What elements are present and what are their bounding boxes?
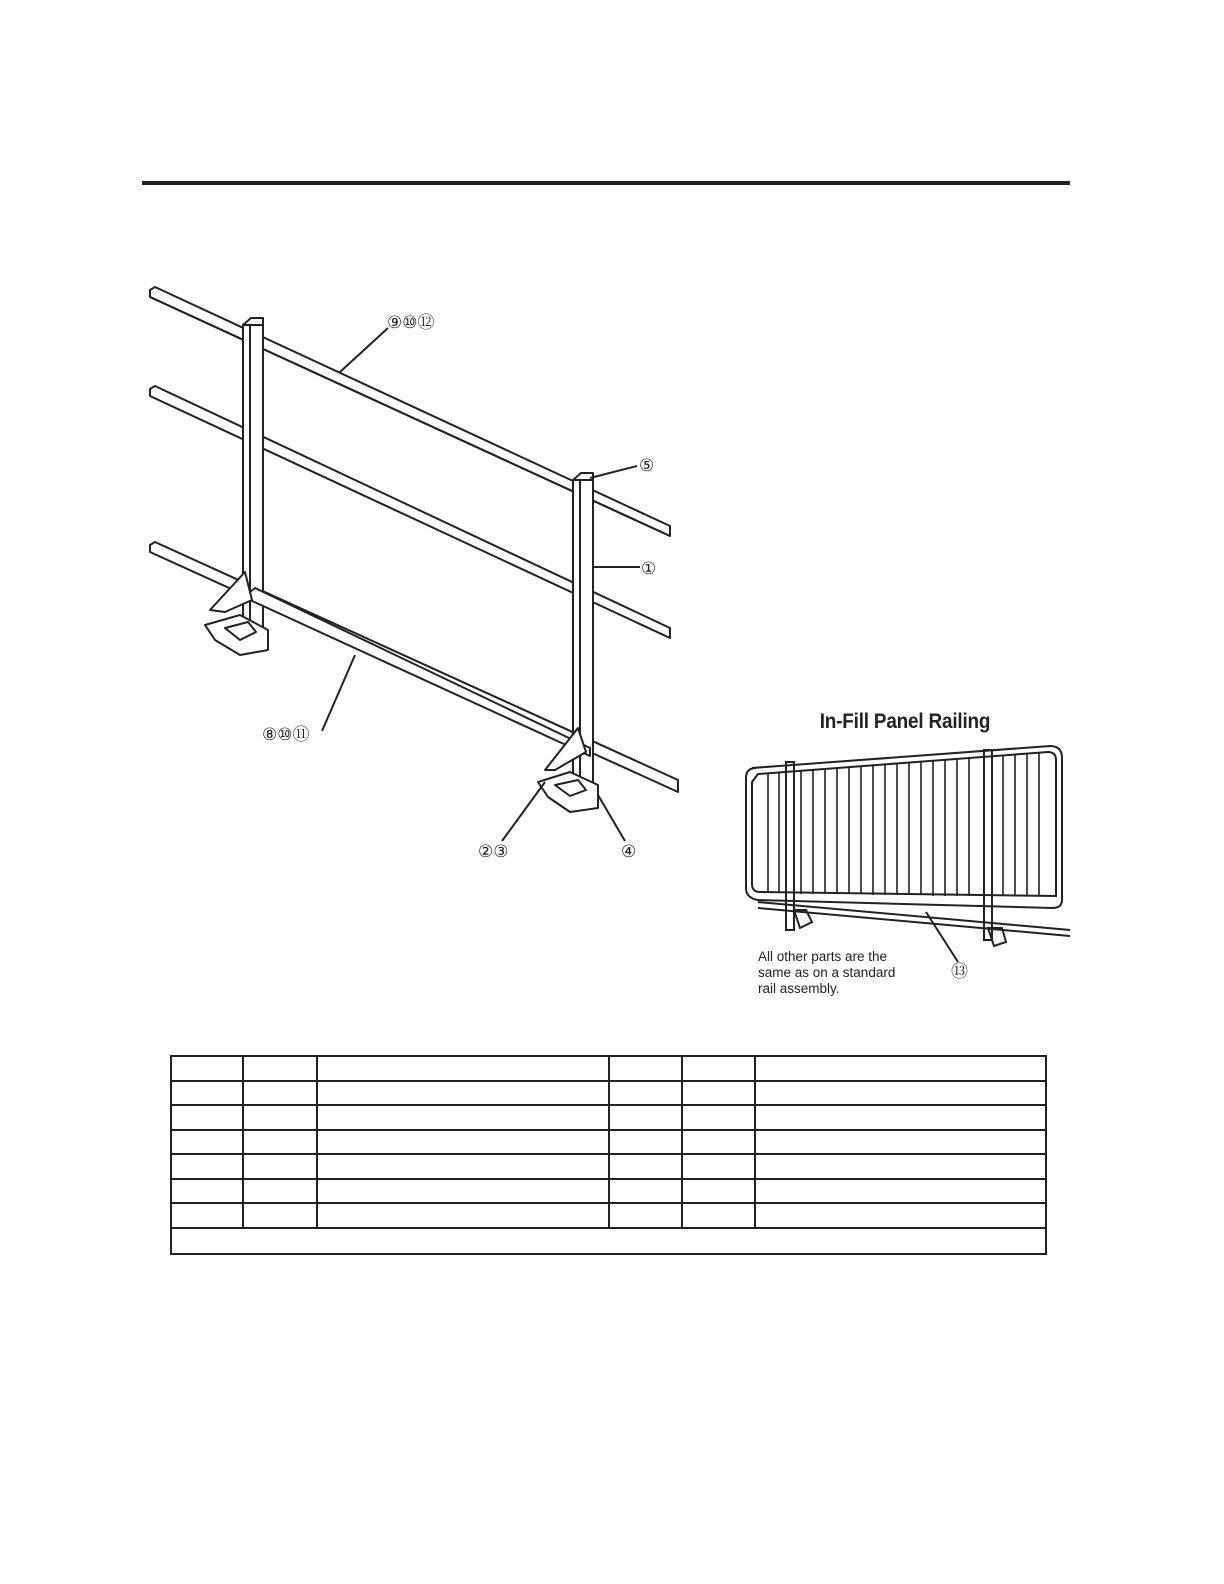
table-cell	[609, 1056, 682, 1081]
infill-note-line: rail assembly.	[758, 981, 840, 996]
infill-note	[758, 949, 928, 997]
table-cell	[682, 1130, 755, 1155]
table-cell	[682, 1105, 755, 1130]
callout-post: ①	[641, 559, 657, 579]
callout-base: ④	[621, 842, 637, 862]
table-cell	[171, 1056, 243, 1081]
table-cell	[755, 1154, 1046, 1179]
callout-infill-panel: ⑬	[951, 962, 968, 982]
table-cell	[609, 1081, 682, 1106]
table-cell	[755, 1081, 1046, 1106]
table-row	[171, 1130, 1046, 1155]
table-cell	[171, 1154, 243, 1179]
table-cell	[609, 1154, 682, 1179]
table-row	[171, 1154, 1046, 1179]
table-cell	[317, 1105, 609, 1130]
callout-top-rail: ⑨⑩⑫	[387, 313, 435, 333]
infill-note-line: same as on a standard	[758, 965, 896, 980]
callout-cap: ⑤	[639, 456, 655, 476]
infill-callout	[950, 958, 974, 982]
table-cell	[682, 1081, 755, 1106]
table-cell	[609, 1105, 682, 1130]
table-cell	[317, 1179, 609, 1204]
table-cell	[755, 1203, 1046, 1228]
table-cell	[755, 1105, 1046, 1130]
table-cell	[171, 1130, 243, 1155]
table-cell	[243, 1130, 317, 1155]
table-cell	[317, 1203, 609, 1228]
table-cell	[755, 1056, 1046, 1081]
table-row	[171, 1203, 1046, 1228]
callout-bottom-rail: ⑧⑩⑪	[262, 725, 310, 745]
table-cell	[317, 1130, 609, 1155]
table-row	[171, 1105, 1046, 1130]
table-cell	[682, 1056, 755, 1081]
infill-title: In-Fill Panel Railing	[819, 710, 991, 733]
table-cell	[755, 1179, 1046, 1204]
table-cell	[682, 1154, 755, 1179]
table-cell	[171, 1203, 243, 1228]
table-cell	[609, 1130, 682, 1155]
table-cell	[171, 1179, 243, 1204]
table-cell	[243, 1056, 317, 1081]
table-cell	[243, 1203, 317, 1228]
table-cell	[243, 1154, 317, 1179]
header-rule	[142, 181, 1070, 185]
table-row	[171, 1081, 1046, 1106]
table-cell	[317, 1056, 609, 1081]
table-cell	[682, 1203, 755, 1228]
table-cell	[243, 1179, 317, 1204]
parts-table	[170, 1055, 1047, 1255]
table-cell	[755, 1130, 1046, 1155]
table-cell	[243, 1081, 317, 1106]
table-cell	[243, 1105, 317, 1130]
parts-table-footnote	[171, 1228, 1046, 1254]
infill-note-line: All other parts are the	[758, 949, 888, 964]
table-cell	[171, 1105, 243, 1130]
infill-panel-drawing	[738, 740, 1074, 980]
callout-clamp: ②③	[478, 842, 509, 862]
table-row	[171, 1056, 1046, 1081]
table-cell	[317, 1154, 609, 1179]
table-row	[171, 1179, 1046, 1204]
table-cell	[317, 1081, 609, 1106]
rail-assembly-drawing	[130, 270, 690, 870]
table-cell	[609, 1179, 682, 1204]
table-cell	[609, 1203, 682, 1228]
table-cell	[171, 1081, 243, 1106]
table-cell	[682, 1179, 755, 1204]
